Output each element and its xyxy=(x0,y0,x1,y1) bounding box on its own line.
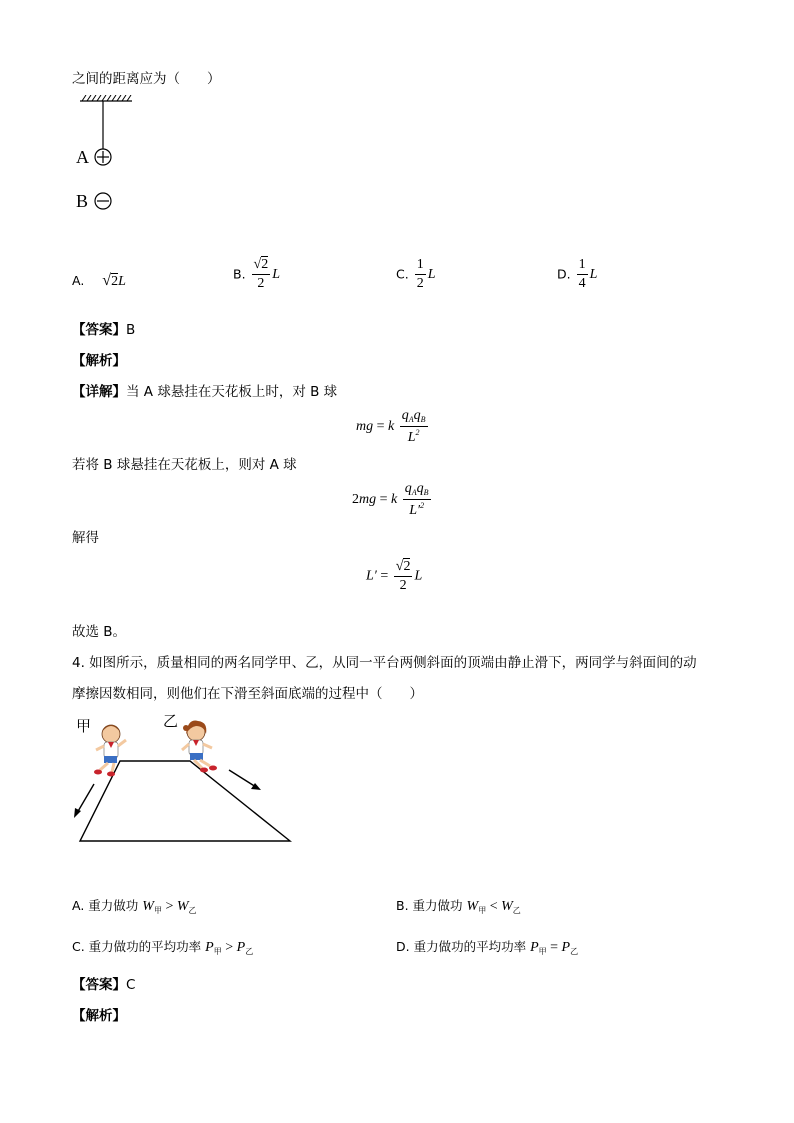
option-c-math: $P_甲 > P_乙$ xyxy=(205,940,254,956)
q3-option-a[interactable] xyxy=(72,272,126,290)
option-letter: B. xyxy=(233,266,246,282)
option-c-math: $\frac{1}{2}$ L xyxy=(416,257,436,291)
option-letter: D. xyxy=(557,266,571,282)
q4-answer-line xyxy=(72,973,135,993)
answer-tag: 【答案】 xyxy=(72,322,126,338)
q4-option-b[interactable] xyxy=(396,896,521,916)
detail-tag: 【详解】 xyxy=(72,384,126,400)
equation-1: mg = k $\frac{q_Aq_B}{L^2}$ xyxy=(356,408,426,445)
question-4-stem-line-1: 4. 如图所示，质量相同的两名同学甲、乙，从同一平台两侧斜面的顶端由静止滑下，两同学与斜面间的动 xyxy=(72,655,697,671)
q3-conclusion: 故选 B。 xyxy=(72,624,127,640)
q3-analysis-tag: 【解析】 xyxy=(72,353,126,369)
option-a-math: √2L xyxy=(102,272,126,289)
incline-platform-figure xyxy=(66,712,301,852)
option-b-math: $W_甲 < W_乙$ xyxy=(466,899,521,915)
label-jia: 甲 xyxy=(76,717,92,735)
answer-tag: 【答案】 xyxy=(72,977,126,993)
answer-value: B xyxy=(126,322,136,338)
q4-option-c[interactable] xyxy=(72,937,253,957)
q4-option-d[interactable] xyxy=(396,937,578,957)
option-a-text: A. 重力做功 xyxy=(72,898,139,913)
question-4-stem-line-2: 摩擦因数相同，则他们在下滑至斜面底端的过程中（ ） xyxy=(72,686,423,702)
option-b-math: $\frac{√2}{2}$ L xyxy=(253,257,281,291)
equation-2: 2mg = k $\frac{q_Aq_B}{L'^2}$ xyxy=(352,481,429,518)
q3-line-2: 若将 B 球悬挂在天花板上，则对 A 球 xyxy=(72,457,297,473)
sphere-b-label: B xyxy=(76,191,89,211)
student-jia-illustration xyxy=(94,725,126,777)
answer-value: C xyxy=(126,977,136,993)
option-d-text: D. 重力做功的平均功率 xyxy=(396,939,527,954)
option-letter: A. xyxy=(72,273,85,288)
student-yi-illustration xyxy=(182,721,217,773)
option-d-math: $P_甲 = P_乙$ xyxy=(530,940,579,956)
equation-3: L′ = $\frac{√2}{2}$ L xyxy=(366,559,423,593)
q4-analysis-tag: 【解析】 xyxy=(72,1008,126,1024)
sphere-a-label: A xyxy=(76,147,89,167)
detail-text: 当 A 球悬挂在天花板上时，对 B 球 xyxy=(126,384,338,400)
option-letter: C. xyxy=(396,266,409,282)
q3-solve-label: 解得 xyxy=(72,530,99,546)
q3-detail-line xyxy=(72,380,337,400)
question-3-stem-tail: 之间的距离应为（ ） xyxy=(72,71,221,87)
q3-answer-line xyxy=(72,318,135,338)
q3-option-d[interactable] xyxy=(557,258,597,291)
option-d-math: $\frac{1}{4}$ L xyxy=(578,257,598,291)
q3-option-b[interactable] xyxy=(233,258,280,291)
label-yi: 乙 xyxy=(163,712,179,730)
q3-option-c[interactable] xyxy=(396,258,435,291)
option-a-math: $W_{​甲} > W_乙$ xyxy=(142,899,197,915)
option-b-text: B. 重力做功 xyxy=(396,898,463,913)
q4-option-a[interactable] xyxy=(72,896,197,916)
option-c-text: C. 重力做功的平均功率 xyxy=(72,939,202,954)
